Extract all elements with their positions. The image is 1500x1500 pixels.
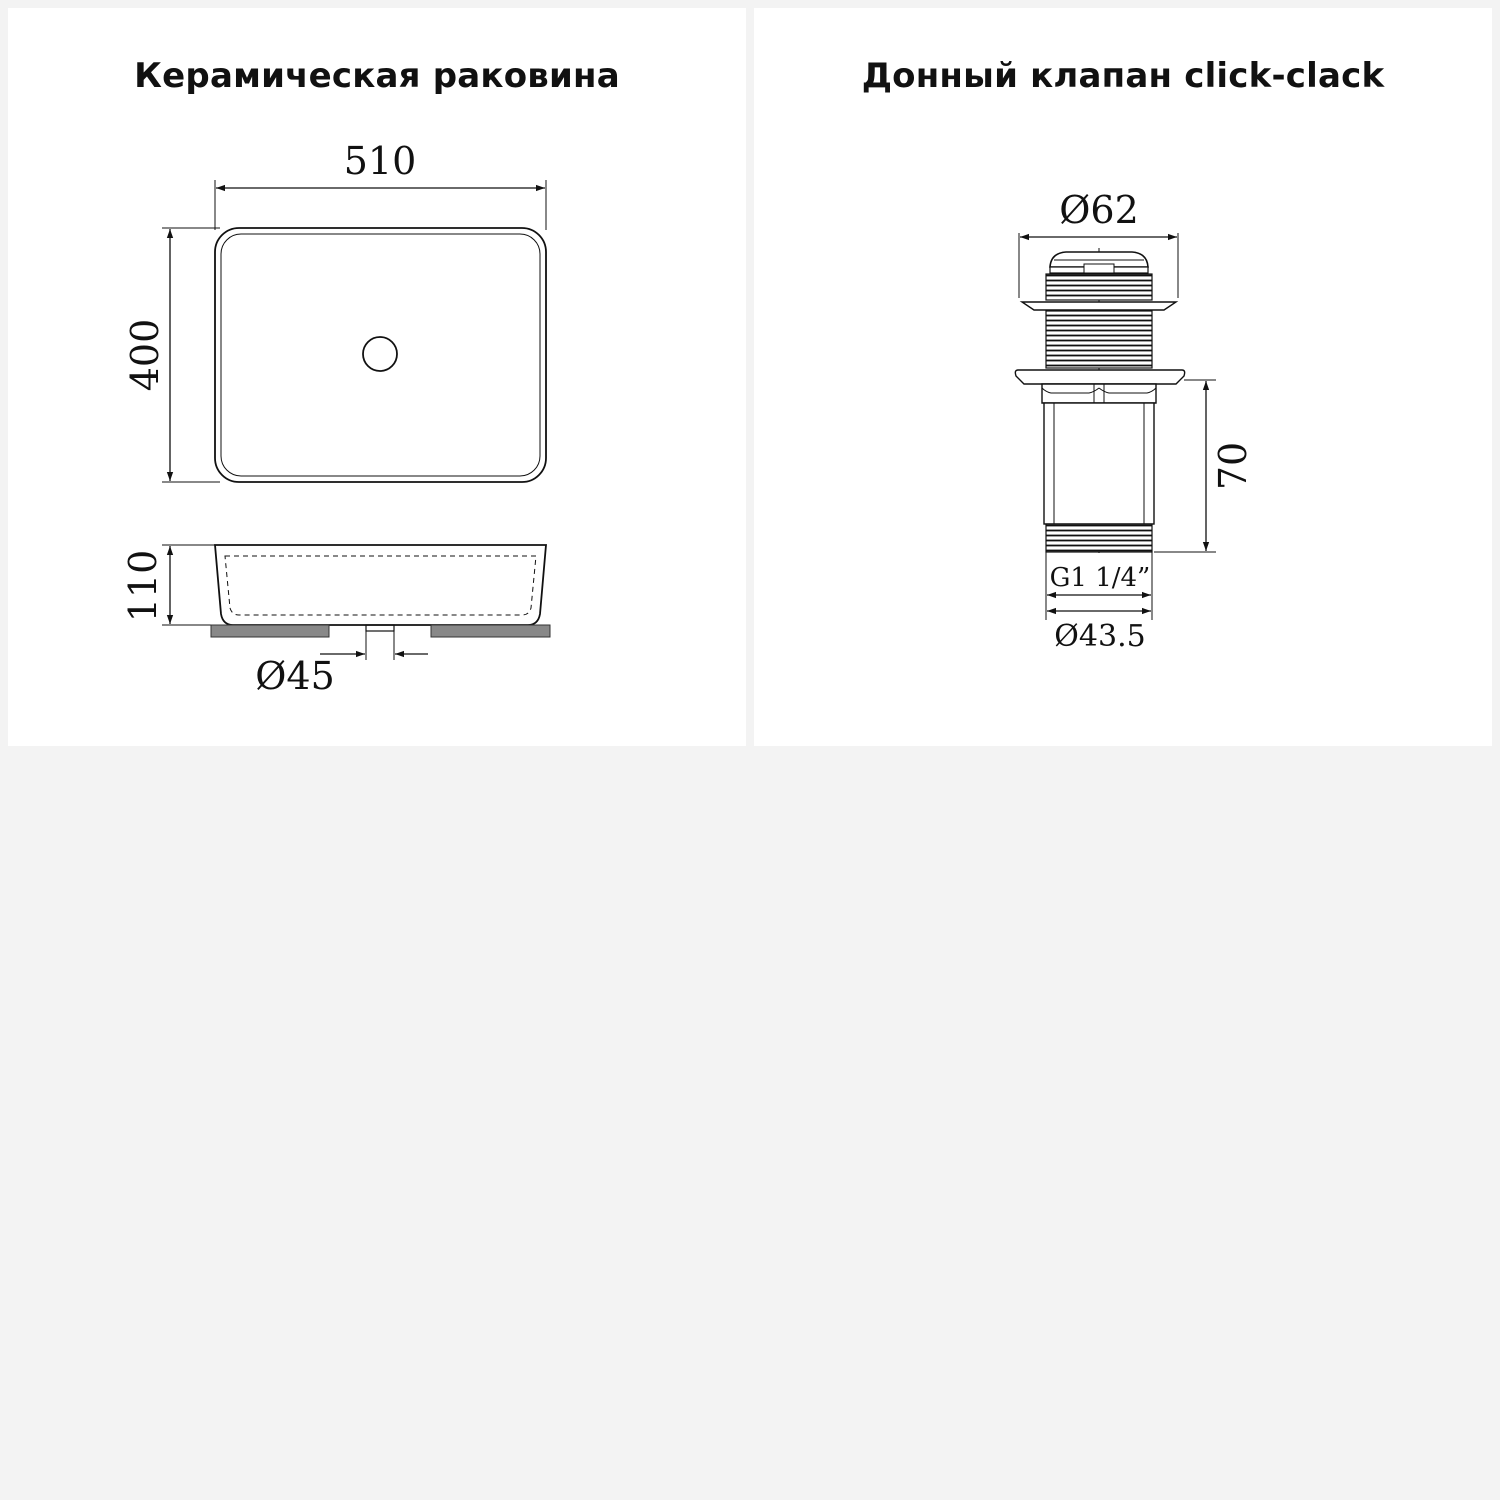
lower-flange: [1015, 370, 1184, 384]
height-label: 110: [121, 549, 165, 623]
sink-panel: [8, 8, 746, 746]
valve-drawing: [754, 8, 1492, 746]
drain-hole: [363, 337, 397, 371]
drain-dimension: [255, 654, 428, 698]
sink-top-view: [215, 228, 546, 482]
outlet-label: Ø43.5: [1054, 619, 1146, 654]
outlet-dimension: [1046, 552, 1152, 654]
height-dimension: [121, 545, 215, 625]
length-label: 70: [1211, 441, 1255, 491]
cap-label: Ø62: [1059, 188, 1139, 232]
depth-dimension: [123, 228, 220, 482]
countertop-left: [211, 625, 329, 637]
depth-label: 400: [123, 318, 167, 392]
valve-panel: [754, 8, 1492, 746]
upper-flange: [1022, 302, 1176, 310]
valve-tube: [1044, 403, 1154, 524]
outlet-thread: [1046, 524, 1152, 552]
sink-side-view: [211, 545, 550, 660]
sink-drawing: [8, 8, 746, 746]
width-label: 510: [343, 139, 417, 183]
drain-label: Ø45: [255, 654, 335, 698]
sink-title: Керамическая раковина: [134, 56, 620, 96]
valve-title: Донный клапан click-clack: [861, 56, 1385, 96]
countertop-right: [431, 625, 550, 637]
valve-body: [1015, 248, 1184, 553]
length-dimension: [1154, 380, 1255, 552]
width-dimension: [215, 139, 546, 230]
thread-label: G1 1/4”: [1049, 563, 1151, 593]
